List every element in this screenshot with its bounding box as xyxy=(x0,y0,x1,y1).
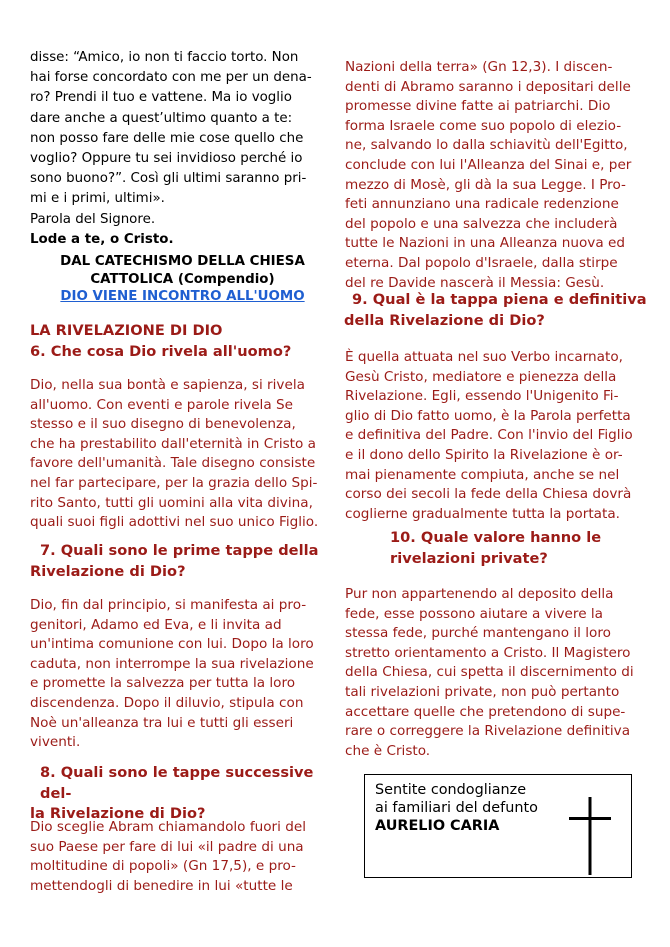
answer-line: discendenza. Dopo il diluvio, stipula con xyxy=(30,694,304,711)
answer-line: un'intima comunione con lui. Dopo la loro xyxy=(30,636,314,653)
answer-line: e il dono dello Spirito la Rivelazione è or- xyxy=(345,446,623,463)
answer-line: denti di Abramo saranno i depositari delle xyxy=(345,78,631,95)
answer-line: feti annunziano una radicale redenzione xyxy=(345,196,619,213)
answer-line: Dio, fin dal principio, si manifesta ai pro- xyxy=(30,597,307,613)
question-line: 8. Quali sono le tappe successive del- xyxy=(40,764,314,802)
answer-line: conclude con lui l'Alleanza del Sinai e, per xyxy=(345,156,632,173)
answer-line: all'uomo. Con eventi e parole rivela Se xyxy=(30,396,293,413)
deceased-name: AURELIO CARIA xyxy=(375,818,500,834)
answer-line: coglierne gradualmente tutta la portata. xyxy=(345,505,620,522)
answer-8-continued xyxy=(345,58,645,293)
answer-8 xyxy=(30,818,335,896)
answer-line: Pur non appartenendo al deposito della xyxy=(345,586,614,602)
gospel-line: voglio? Oppure tu sei invidioso perché io xyxy=(30,151,303,167)
condolences-text xyxy=(375,781,538,835)
condolences-line: ai familiari del defunto xyxy=(375,800,538,816)
answer-line: rito Santo, tutti gli uomini alla vita divina, xyxy=(30,494,313,511)
catechism-title: CATTOLICA (Compendio) xyxy=(90,271,275,287)
latin-cross-icon xyxy=(565,795,615,877)
answer-10 xyxy=(345,585,645,761)
answer-line: del re Davide nascerà il Messia: Gesù. xyxy=(345,274,605,291)
answer-9 xyxy=(345,348,645,524)
gospel-line: hai forse concordato con me per un dena- xyxy=(30,70,312,86)
condolences-line: Sentite condoglianze xyxy=(375,782,527,798)
answer-line: genitori, Adamo ed Eva, e li invita ad xyxy=(30,616,282,633)
gospel-line: mi e i primi, ultimi». xyxy=(30,191,165,207)
question-10 xyxy=(390,528,640,569)
answer-line: nel far partecipare, per la grazia dello Spi- xyxy=(30,474,318,491)
answer-line: Noè un'alleanza tra lui e tutti gli esseri xyxy=(30,714,294,731)
section-title: LA RIVELAZIONE DI DIO xyxy=(30,322,223,339)
answer-line: corso dei secoli la fede della Chiesa dovrà xyxy=(345,486,632,503)
catechism-heading xyxy=(30,253,335,305)
question-line: 7. Quali sono le prime tappe della xyxy=(40,542,319,559)
gospel-line: dare anche a quest’ultimo quanto a te: xyxy=(30,110,293,126)
question-7 xyxy=(30,541,345,582)
answer-line: del popolo e una salvezza che includerà xyxy=(345,215,618,232)
answer-line: della Chiesa, cui spetta il discernimento di xyxy=(345,664,634,681)
answer-line: glio di Dio fatto uomo, è la Parola perfetta xyxy=(345,407,631,424)
answer-line: stretto orientamento a Cristo. Il Magistero xyxy=(345,644,631,661)
catechism-subtitle-link[interactable]: DIO VIENE INCONTRO ALL'UOMO xyxy=(60,289,305,304)
condolences-box xyxy=(364,774,632,878)
catechism-title: DAL CATECHISMO DELLA CHIESA xyxy=(60,254,305,269)
answer-line: moltitudine di popoli» (Gn 17,5), e pro- xyxy=(30,858,296,875)
answer-line: fede, esse possono aiutare a vivere la xyxy=(345,605,603,622)
answer-line: Dio, nella sua bontà e sapienza, si rivela xyxy=(30,377,305,393)
answer-line: stessa fede, purché mantengano il loro xyxy=(345,625,611,642)
answer-line: che è Cristo. xyxy=(345,742,431,759)
question-line: della Rivelazione di Dio? xyxy=(344,311,545,329)
question-line: 9. Qual è la tappa piena e definitiva xyxy=(352,291,647,308)
answer-line: accettare quelle che pretendono di supe- xyxy=(345,703,626,720)
answer-line: mezzo di Mosè, gli dà la sua Legge. I Pro- xyxy=(345,176,626,193)
answer-line: e promette la salvezza per tutta la loro xyxy=(30,675,296,692)
gospel-line: non posso fare delle mie cose quello che xyxy=(30,130,304,146)
section-heading xyxy=(30,321,335,362)
answer-line: rare o correggere la Rivelazione definitiva xyxy=(345,723,631,740)
gospel-excerpt xyxy=(30,48,335,250)
question-line: rivelazioni private? xyxy=(390,549,548,567)
gospel-line: ro? Prendi il tuo e vattene. Ma io voglio xyxy=(30,90,292,106)
answer-line: Nazioni della terra» (Gn 12,3). I discen- xyxy=(345,59,613,75)
question-line: Rivelazione di Dio? xyxy=(30,562,186,580)
answer-line: forma Israele come suo popolo di elezio- xyxy=(345,117,622,134)
answer-line: che ha prestabilito dall'eternità in Cristo a xyxy=(30,435,316,452)
acclamation: Lode a te, o Cristo. xyxy=(30,231,174,247)
gospel-line: Parola del Signore. xyxy=(30,211,156,227)
answer-line: tali rivelazioni private, non può pertanto xyxy=(345,683,620,700)
answer-line: favore dell'umanità. Tale disegno consiste xyxy=(30,455,316,472)
answer-7 xyxy=(30,596,335,753)
question-6: 6. Che cosa Dio rivela all'uomo? xyxy=(30,342,292,360)
question-line: la Rivelazione di Dio? xyxy=(30,805,206,822)
question-8 xyxy=(30,763,345,825)
answer-line: eterna. Dal popolo d'Israele, dalla stirpe xyxy=(345,254,618,271)
answer-line: e definitiva del Padre. Con l'invio del Figlio xyxy=(345,427,633,444)
gospel-line: sono buono?”. Così gli ultimi saranno pri- xyxy=(30,171,307,187)
answer-line: Dio sceglie Abram chiamandolo fuori del xyxy=(30,819,306,835)
gospel-line: disse: “Amico, io non ti faccio torto. Non xyxy=(30,50,299,65)
answer-line: suo Paese per fare di lui «il padre di una xyxy=(30,838,304,855)
answer-line: ne, salvando lo dalla schiavitù dell'Egitto, xyxy=(345,137,628,154)
question-9 xyxy=(344,290,652,331)
answer-line: viventi. xyxy=(30,734,81,751)
question-line: 10. Quale valore hanno le xyxy=(390,529,602,546)
answer-line: mettendogli di benedire in lui «tutte le xyxy=(30,877,293,894)
answer-line: È quella attuata nel suo Verbo incarnato, xyxy=(345,349,623,365)
answer-line: tutte le Nazioni in una Alleanza nuova ed xyxy=(345,235,625,252)
answer-6 xyxy=(30,376,335,533)
answer-line: quali suoi figli adottivi nel suo unico Figlio. xyxy=(30,514,319,531)
answer-line: Rivelazione. Egli, essendo l'Unigenito Fi- xyxy=(345,388,619,405)
answer-line: promesse divine fatte ai patriarchi. Dio xyxy=(345,98,611,115)
answer-line: mai pienamente compiuta, anche se nel xyxy=(345,466,620,483)
answer-line: stesso e il suo disegno di benevolenza, xyxy=(30,416,296,433)
answer-line: caduta, non interrompe la sua rivelazione xyxy=(30,655,314,672)
answer-line: Gesù Cristo, mediatore e pienezza della xyxy=(345,368,617,385)
